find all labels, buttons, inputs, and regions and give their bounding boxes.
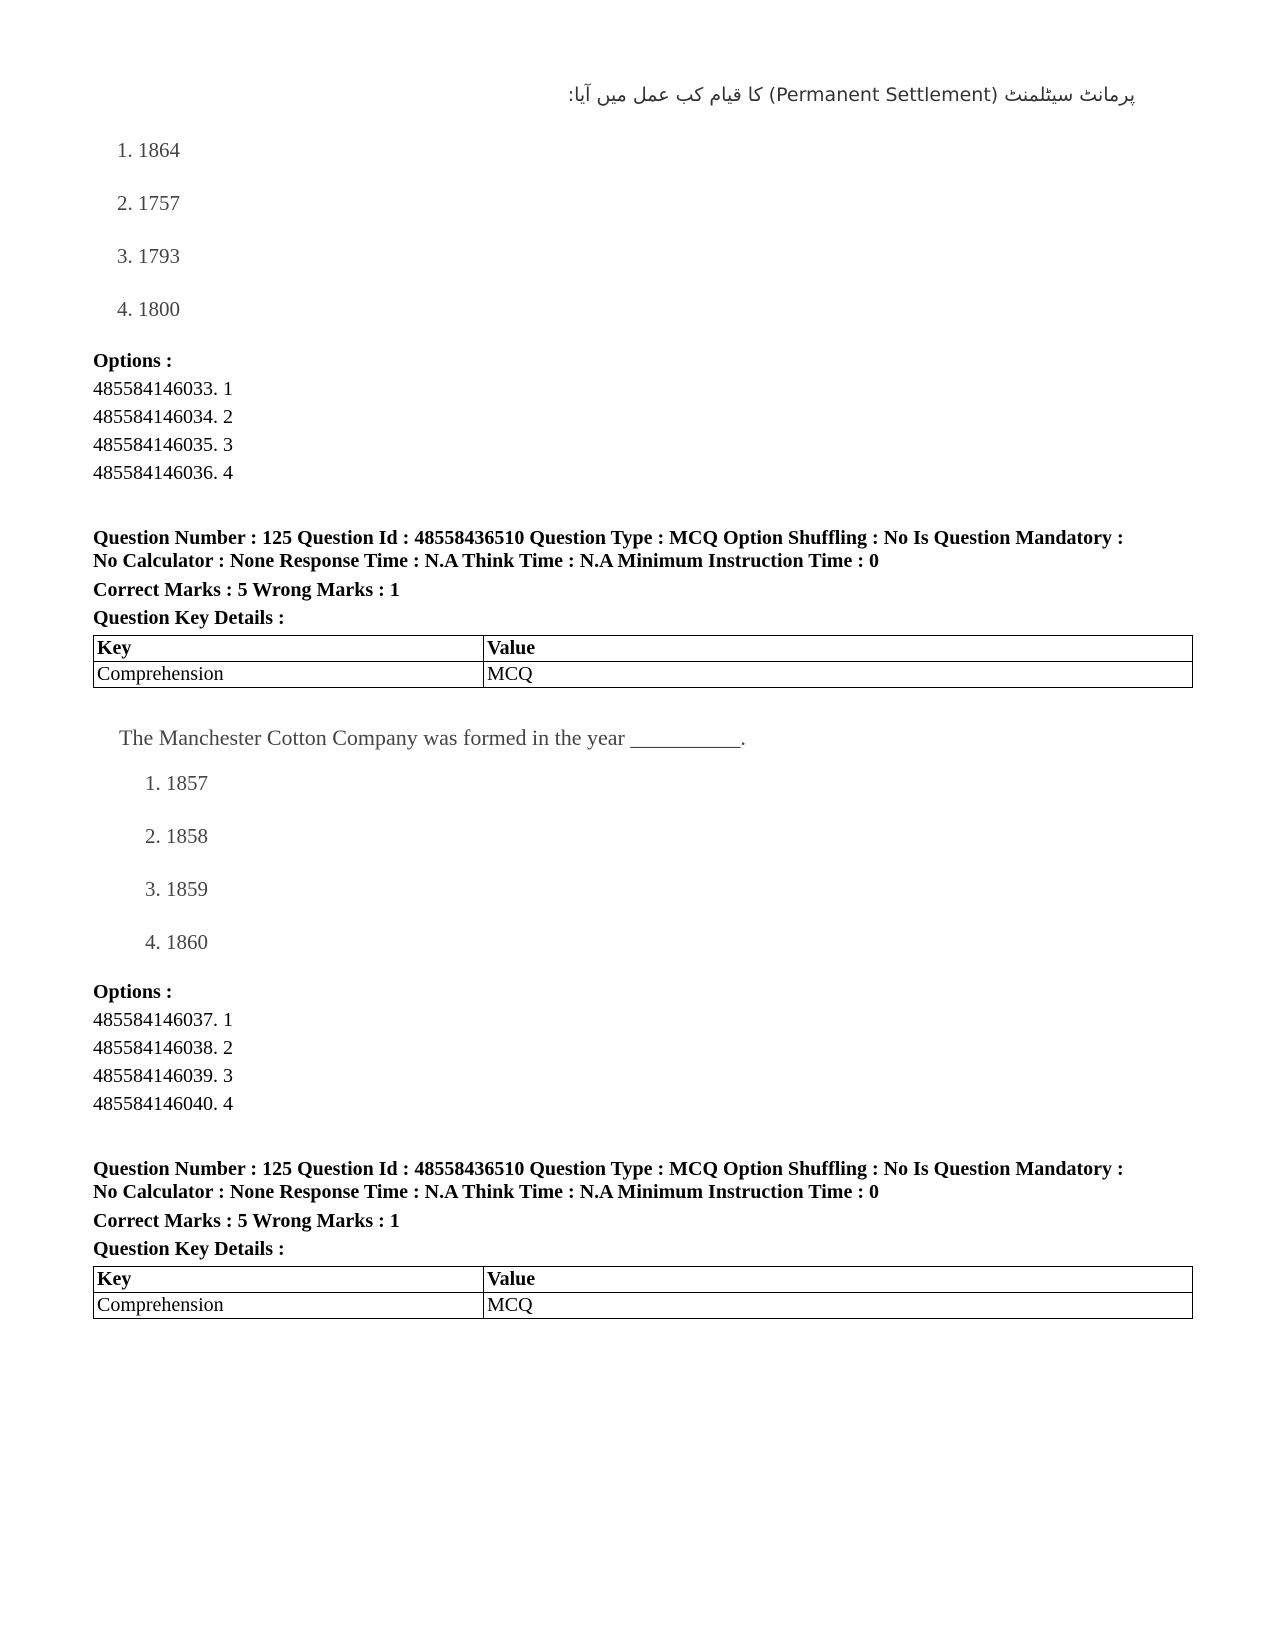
key-details-table [93,1266,1193,1319]
key-details-label: Question Key Details : [93,607,285,629]
option-id-2: 485584146038. 2 [93,1037,233,1059]
option-id-2: 485584146034. 2 [93,406,233,428]
choice-1: 1. 1864 [117,138,180,162]
option-id-4: 485584146036. 4 [93,462,233,484]
question-meta-line2: No Calculator : None Response Time : N.A Think Time : N.A Minimum Instruction Time : 0 [93,1181,879,1203]
key-details-table [93,635,1193,688]
table-header-row [94,636,1193,662]
table-header-row [94,1267,1193,1293]
table-header-key: Key [94,636,484,662]
option-id-1: 485584146033. 1 [93,378,233,400]
option-id-3: 485584146035. 3 [93,434,233,456]
question-meta [93,1158,1203,1204]
question-meta-line1: Question Number : 125 Question Id : 48558436510 Question Type : MCQ Option Shuffling : No Is Question Mandatory : [93,1158,1124,1180]
table-header-value: Value [484,636,1193,662]
options-label: Options : [93,350,173,372]
urdu-question-text: پرمانٹ سیٹلمنٹ (Permanent Settlement) کا قیام کب عمل میں آیا: [567,84,1135,106]
choice-3: 3. 1859 [145,877,208,901]
key-details-label: Question Key Details : [93,1238,285,1260]
question-meta-line2: No Calculator : None Response Time : N.A Think Time : N.A Minimum Instruction Time : 0 [93,550,879,572]
marks-line: Correct Marks : 5 Wrong Marks : 1 [93,579,400,601]
table-cell-value: MCQ [484,662,1193,688]
table-cell-key: Comprehension [94,662,484,688]
choice-2: 2. 1858 [145,824,208,848]
choice-4: 4. 1800 [117,297,180,321]
choice-3: 3. 1793 [117,244,180,268]
option-id-1: 485584146037. 1 [93,1009,233,1031]
table-row [94,662,1193,688]
table-header-key: Key [94,1267,484,1293]
choice-4: 4. 1860 [145,930,208,954]
english-question-text: The Manchester Cotton Company was formed in the year __________. [119,725,746,750]
question-meta-line1: Question Number : 125 Question Id : 48558436510 Question Type : MCQ Option Shuffling : No Is Question Mandatory : [93,527,1124,549]
marks-line: Correct Marks : 5 Wrong Marks : 1 [93,1210,400,1232]
table-header-value: Value [484,1267,1193,1293]
table-cell-value: MCQ [484,1293,1193,1319]
table-row [94,1293,1193,1319]
table-cell-key: Comprehension [94,1293,484,1319]
options-label: Options : [93,981,173,1003]
choice-2: 2. 1757 [117,191,180,215]
option-id-3: 485584146039. 3 [93,1065,233,1087]
choice-1: 1. 1857 [145,771,208,795]
question-meta [93,527,1203,573]
option-id-4: 485584146040. 4 [93,1093,233,1115]
